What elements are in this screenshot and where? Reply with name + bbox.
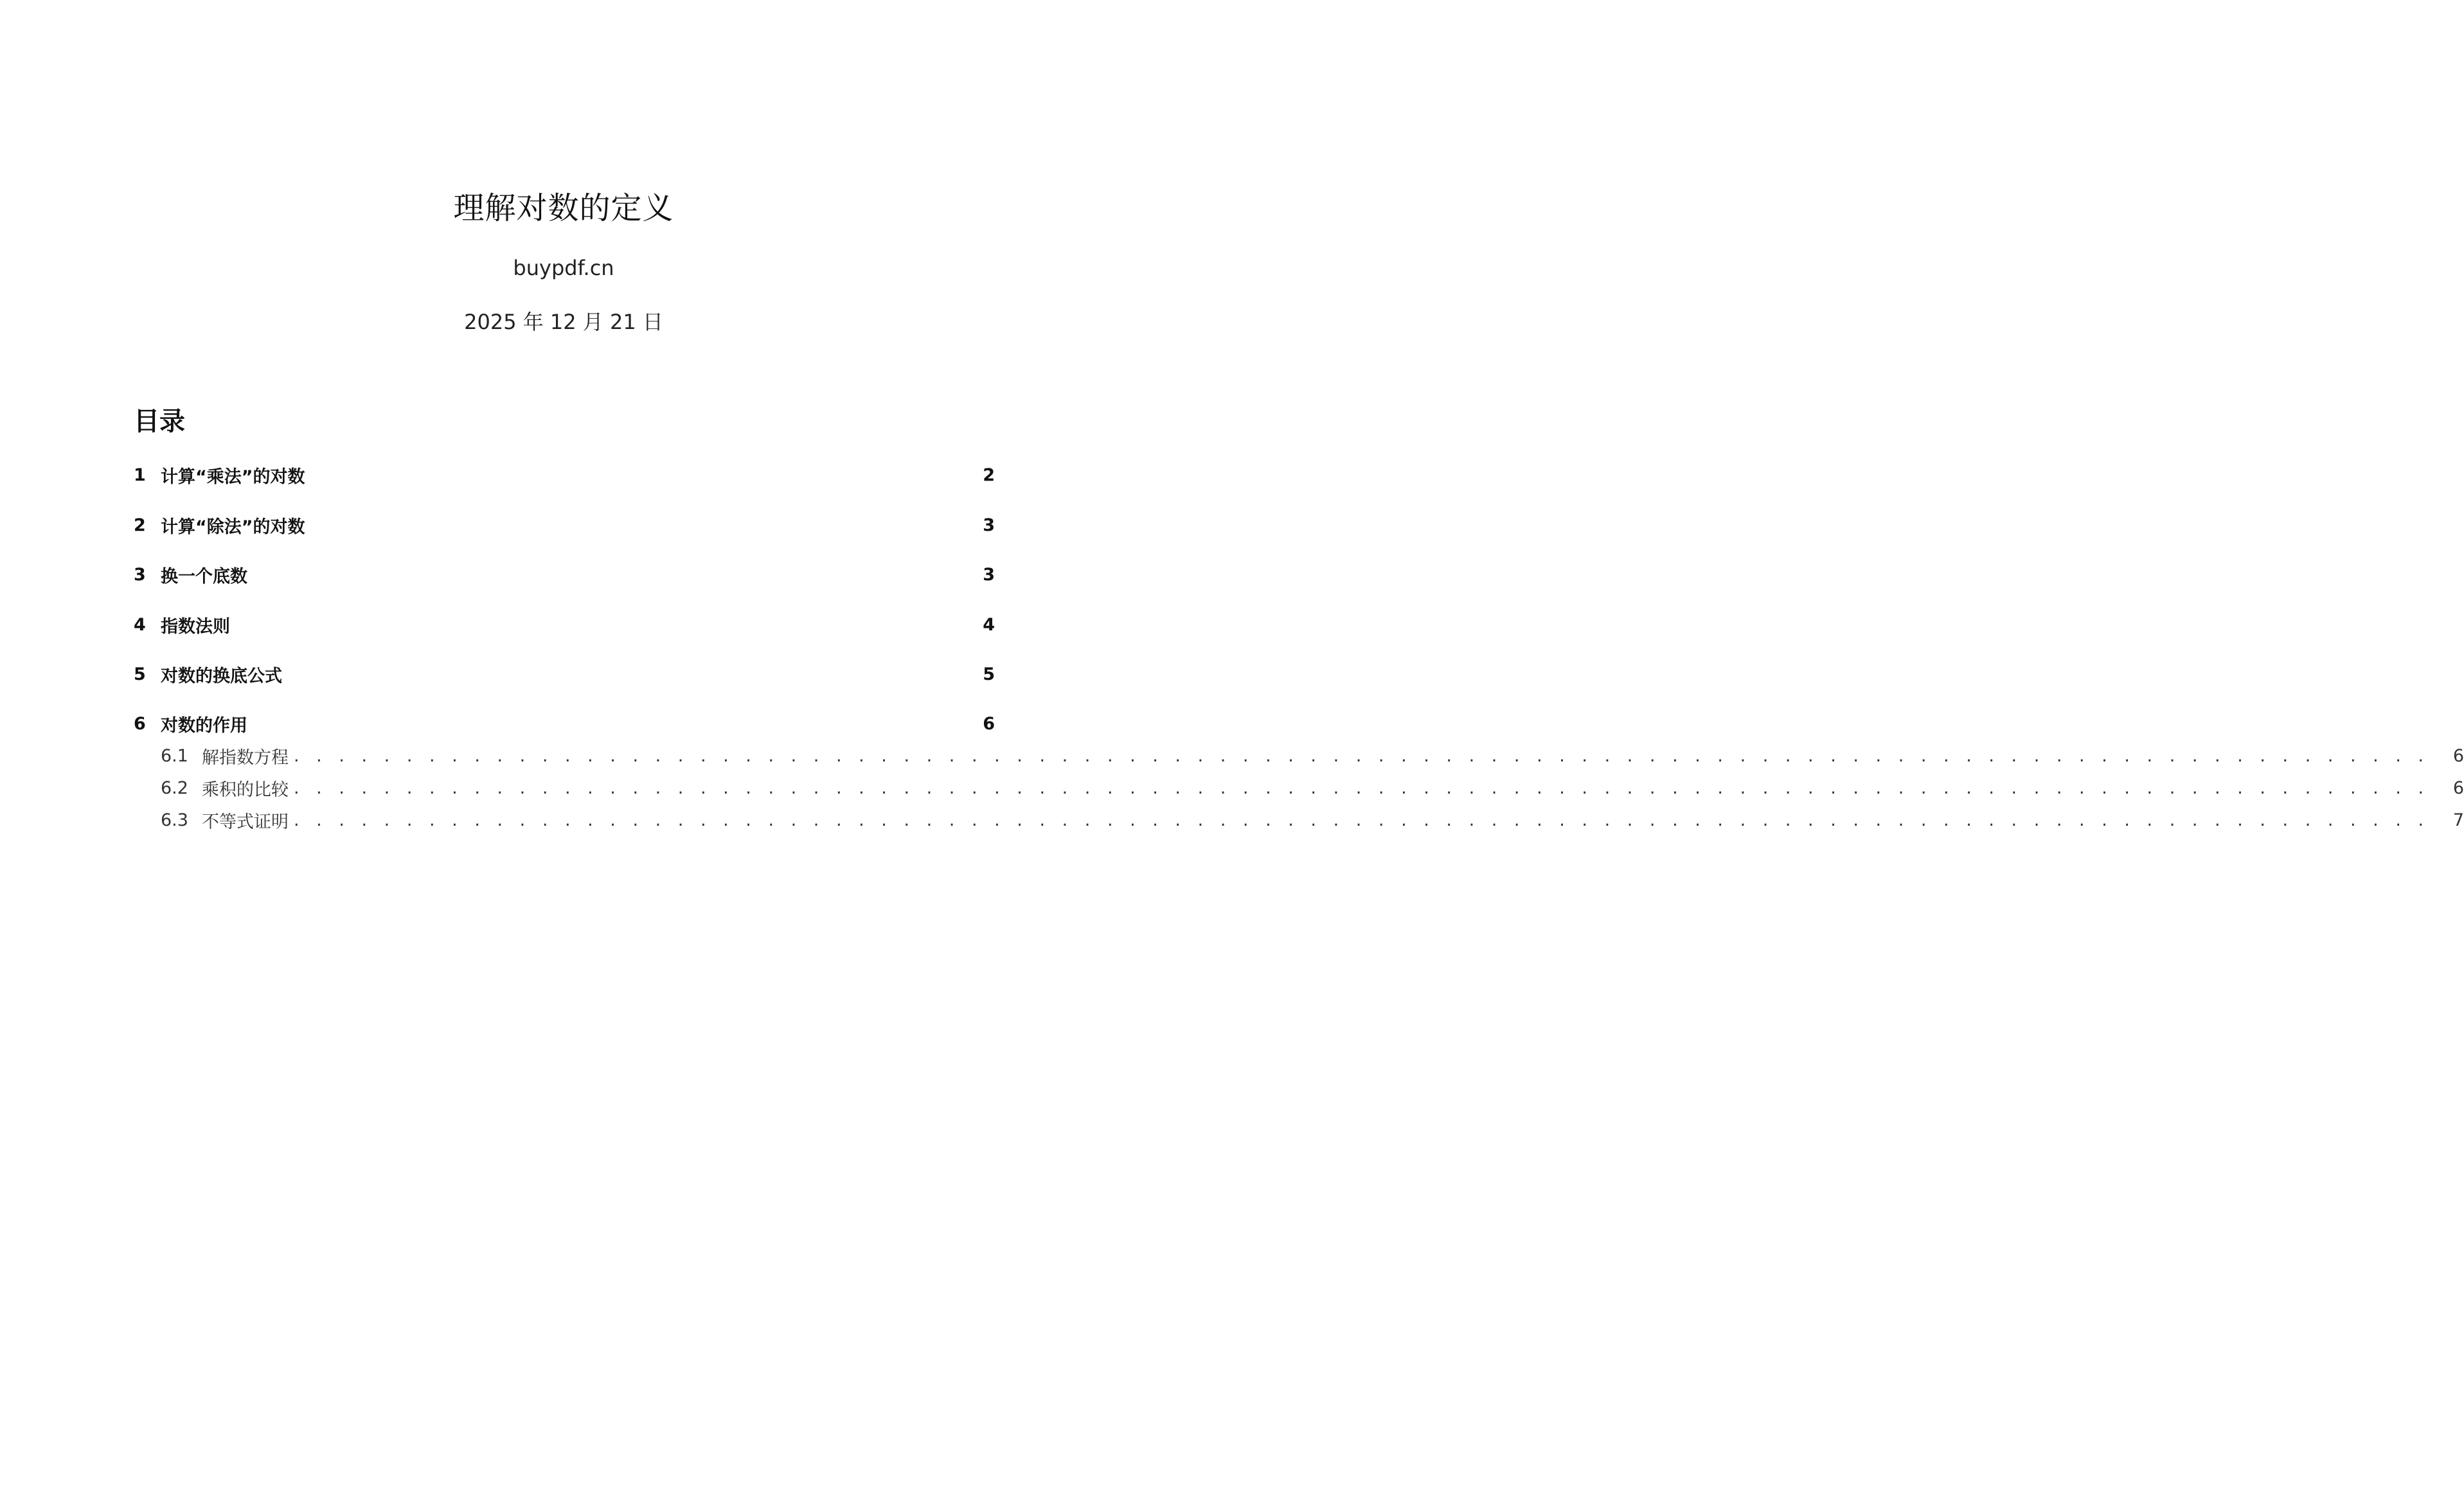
toc-entry-number: 3 xyxy=(134,564,146,585)
toc-subentry-title: 不等式证明 xyxy=(202,812,289,832)
dot-leader: . . . . . . . . . . . . . . . . . . . . . . . . . . . . . . . . . . . . . . . . . . . . . . . . . . . . . . . . . . . . . . . . . . . . . . . . . . . . . . . . . . . . . . . . . . . . . . . xyxy=(294,745,2430,766)
toc-entry-1[interactable] xyxy=(134,462,995,488)
toc-subentry-page: 6 xyxy=(2452,778,2464,798)
toc-subentry-6-3[interactable] xyxy=(134,807,2464,833)
toc-subentry-page: 6 xyxy=(2452,745,2464,766)
dot-leader: . . . . . . . . . . . . . . . . . . . . . . . . . . . . . . . . . . . . . . . . . . . . . . . . . . . . . . . . . . . . . . . . . . . . . . . . . . . . . . . . . . . . . . . . . . . . . . . xyxy=(294,810,2430,830)
toc-entry-title: 换一个底数 xyxy=(161,566,247,587)
toc-entry-page: 5 xyxy=(983,664,995,684)
toc-subentry-title: 乘积的比较 xyxy=(202,779,289,800)
toc-subentry-6-1[interactable] xyxy=(134,743,2464,769)
toc-entry-5[interactable] xyxy=(134,661,995,687)
toc-entry-number: 5 xyxy=(134,664,146,684)
toc-entry-3[interactable] xyxy=(134,562,995,587)
toc-entry-number: 6 xyxy=(134,713,146,734)
toc-subentry-number: 6.3 xyxy=(161,810,188,830)
toc-entry-4[interactable] xyxy=(134,612,995,637)
toc-subentry-number: 6.2 xyxy=(161,778,188,798)
toc-entry-6[interactable] xyxy=(134,711,995,736)
toc-subentry-6-2[interactable] xyxy=(134,775,2464,801)
toc-entry-2[interactable] xyxy=(134,512,995,538)
toc-entry-title: 计算“除法”的对数 xyxy=(161,517,305,537)
toc-entry-number: 1 xyxy=(134,465,146,485)
toc-heading: 目录 xyxy=(134,407,185,436)
toc-subentry-title: 解指数方程 xyxy=(202,747,289,768)
document-title: 理解对数的定义 xyxy=(453,190,674,226)
toc-entry-title: 对数的作用 xyxy=(161,715,247,736)
toc-entry-title: 指数法则 xyxy=(161,616,230,637)
toc-entry-page: 3 xyxy=(983,564,995,585)
toc-entry-number: 2 xyxy=(134,515,146,535)
toc-subentry-number: 6.1 xyxy=(161,745,188,766)
toc-entry-page: 6 xyxy=(983,713,995,734)
toc-entry-title: 对数的换底公式 xyxy=(161,666,282,686)
toc-entry-title: 计算“乘法”的对数 xyxy=(161,467,305,487)
toc-entry-page: 2 xyxy=(983,465,995,485)
toc-subentry-page: 7 xyxy=(2452,810,2464,830)
dot-leader: . . . . . . . . . . . . . . . . . . . . . . . . . . . . . . . . . . . . . . . . . . . . . . . . . . . . . . . . . . . . . . . . . . . . . . . . . . . . . . . . . . . . . . . . . . . . . . . xyxy=(294,778,2430,798)
toc-entry-page: 4 xyxy=(983,614,995,635)
document-date: 2025 年 12 月 21 日 xyxy=(464,310,663,334)
document-author: buypdf.cn xyxy=(513,256,614,280)
toc-entry-number: 4 xyxy=(134,614,146,635)
toc-entry-page: 3 xyxy=(983,515,995,535)
